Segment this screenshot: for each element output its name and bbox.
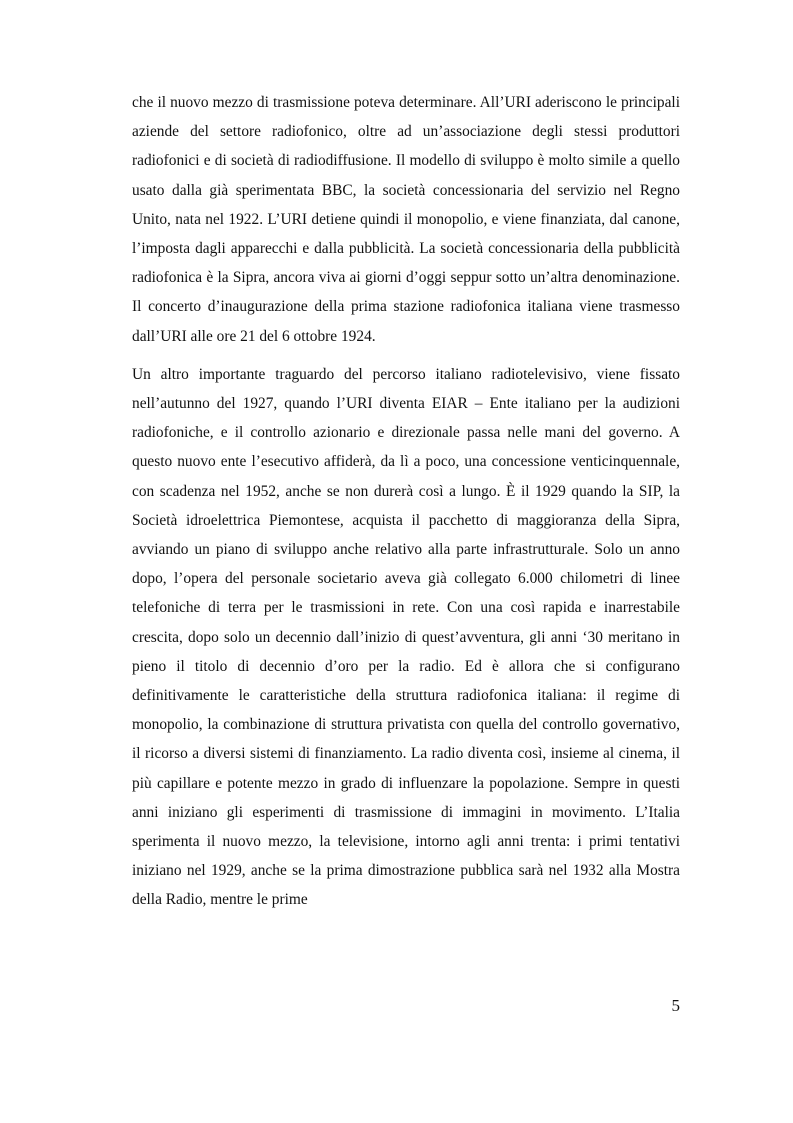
paragraph-2: Un altro importante traguardo del percorso italiano radiotelevisivo, viene fissato nell’autunno del 1927, quando l’URI diventa EIAR – Ente italiano per la audizioni radiofoniche, e il controllo azionario e direzionale passa nelle mani del governo. A questo nuovo ente l’esecutivo affiderà, da lì a poco, una concessione venticinquennale, con scadenza nel 1952, anche se non durerà così a lungo. È il 1929 quando la SIP, la Società idroelettrica Piemontese, acquista il pacchetto di maggioranza della Sipra, avviando un piano di sviluppo anche relativo alla parte infrastrutturale. Solo un anno dopo, l’opera del personale societario aveva già collegato 6.000 chilometri di linee telefoniche di terra per le trasmissioni in rete. Con una così rapida e inarrestabile crescita, dopo solo un decennio dall’inizio di quest’avventura, gli anni ‘30 meritano in pieno il titolo di decennio d’oro per la radio. Ed è allora che si configurano definitivamente le caratteristiche della struttura radiofonica italiana: il regime di monopolio, la combinazione di struttura privatista con quella del controllo governativo, il ricorso a diversi sistemi di finanziamento. La radio diventa così, insieme al cinema, il più capillare e potente mezzo in grado di influenzare la popolazione. Sempre in questi anni iniziano gli esperimenti di trasmissione di immagini in movimento. L’Italia sperimenta il nuovo mezzo, la televisione, intorno agli anni trenta: i primi tentativi iniziano nel 1929, anche se la prima dimostrazione pubblica sarà nel 1932 alla Mostra della Radio, mentre le prime: [132, 365, 680, 909]
paragraph-1: che il nuovo mezzo di trasmissione poteva determinare. All’URI aderiscono le principali aziende del settore radiofonico, oltre ad un’associazione degli stessi produttori radiofonici e di società di radiodiffusione. Il modello di sviluppo è molto simile a quello usato dalla già sperimentata BBC, la società concessionaria del servizio nel Regno Unito, nata nel 1922. L’URI detiene quindi il monopolio, e viene finanziata, dal canone, l’imposta dagli apparecchi e dalla pubblicità. La società concessionaria della pubblicità radiofonica è la Sipra, ancora viva ai giorni d’oggi seppur sotto un’altra denominazione. Il concerto d’inaugurazione della prima stazione radiofonica italiana viene trasmesso dall’URI alle ore 21 del 6 ottobre 1924.: [132, 94, 680, 345]
body-text: [132, 88, 680, 915]
page-number: 5: [671, 996, 680, 1015]
